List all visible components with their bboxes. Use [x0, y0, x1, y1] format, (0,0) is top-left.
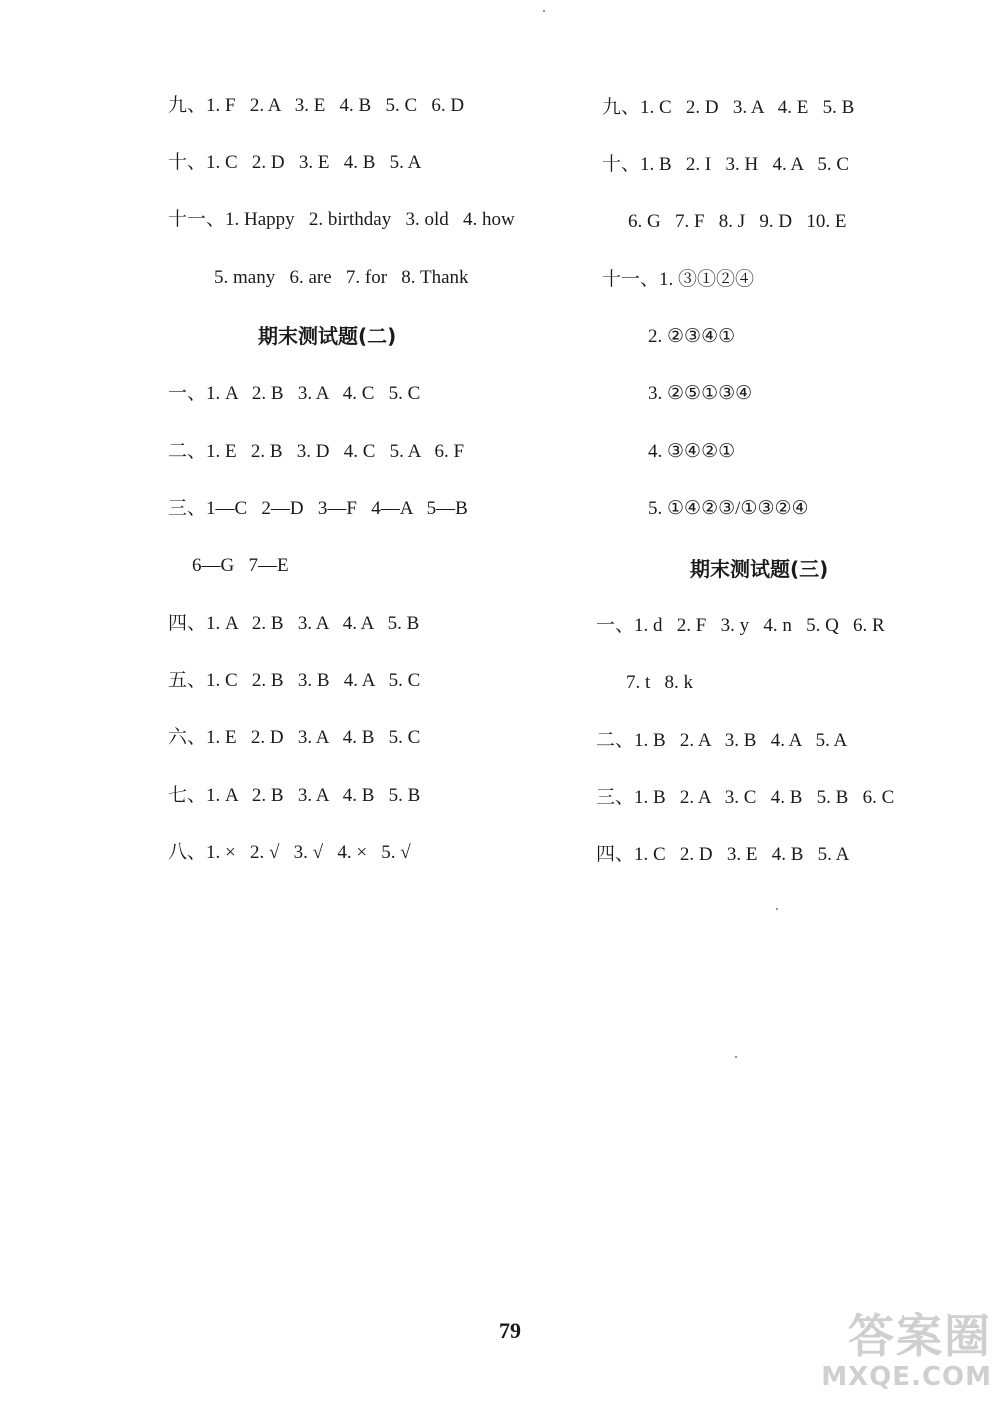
answer-line-4: 四、1. A 2. B 3. A 4. A 5. B [168, 613, 420, 634]
answer-line-3: 三、1—C 2—D 3—F 4—A 5—B [168, 498, 468, 519]
answer-line-10: 十、1. B 2. I 3. H 4. A 5. C [602, 154, 850, 175]
answer-line-8: 八、1. × 2. √ 3. √ 4. × 5. √ [168, 842, 411, 863]
scan-speck [543, 10, 545, 12]
answer-line-11-4: 4. ③④②① [648, 441, 736, 462]
page-number: 79 [499, 1318, 521, 1343]
watermark-url-text: MXQE.COM [821, 1362, 992, 1392]
answer-line-5: 五、1. C 2. B 3. B 4. A 5. C [168, 670, 421, 691]
answer-line-11-continued: 5. many 6. are 7. for 8. Thank [214, 267, 469, 288]
watermark-logo-text: 答案圈 [848, 1309, 992, 1363]
section-title-test-2: 期末测试题(二) [258, 324, 397, 348]
scan-speck [776, 908, 778, 910]
answer-line-10-continued: 6. G 7. F 8. J 9. D 10. E [628, 211, 847, 232]
scan-speck [735, 1056, 737, 1058]
answer-line-2: 二、1. E 2. B 3. D 4. C 5. A 6. F [168, 441, 465, 462]
answer-line-7: 七、1. A 2. B 3. A 4. B 5. B [168, 785, 421, 806]
answer-line-1: 一、1. A 2. B 3. A 4. C 5. C [168, 383, 421, 404]
answer-line-11-5: 5. ①④②③/①③②④ [648, 498, 809, 519]
answer-line-2: 二、1. B 2. A 3. B 4. A 5. A [596, 730, 848, 751]
answer-line-4: 四、1. C 2. D 3. E 4. B 5. A [596, 844, 850, 865]
answer-line-10: 十、1. C 2. D 3. E 4. B 5. A [168, 152, 422, 173]
answer-line-6: 六、1. E 2. D 3. A 4. B 5. C [168, 727, 421, 748]
answer-line-1: 一、1. d 2. F 3. y 4. n 5. Q 6. R [596, 615, 885, 636]
answer-line-11: 十一、1. Happy 2. birthday 3. old 4. how [168, 209, 515, 230]
answer-line-11-2: 2. ②③④① [648, 326, 736, 347]
answer-line-1-continued: 7. t 8. k [626, 672, 694, 693]
answer-line-9: 九、1. C 2. D 3. A 4. E 5. B [602, 97, 855, 118]
site-watermark-logo [752, 1310, 992, 1405]
section-title-test-3: 期末测试题(三) [690, 557, 829, 581]
answer-line-11-3: 3. ②⑤①③④ [648, 383, 753, 404]
answer-line-3-continued: 6—G 7—E [192, 555, 289, 576]
answer-line-9: 九、1. F 2. A 3. E 4. B 5. C 6. D [168, 95, 465, 116]
answer-line-3: 三、1. B 2. A 3. C 4. B 5. B 6. C [596, 787, 895, 808]
answer-line-11: 十一、1. ③①②④ [602, 269, 755, 290]
